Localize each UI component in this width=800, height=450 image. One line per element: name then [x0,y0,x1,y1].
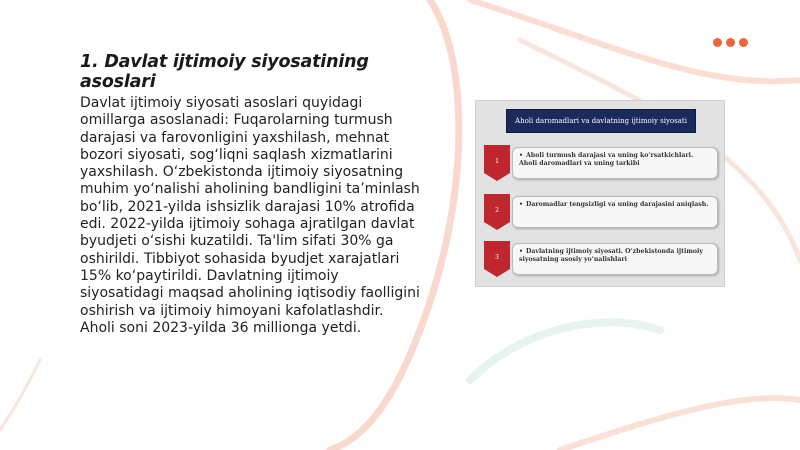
diagram-row [482,145,718,181]
diagram-row-number: 3 [495,254,499,261]
diagram-row-box: • Daromadlar tengsizligi va uning darajasini aniqlash. [512,196,718,228]
slide-title: 1. Davlat ijtimoiy siyosatining asoslari [80,52,369,92]
slide-body-text: Davlat ijtimoiy siyosati asoslari quyidagi omillarga asoslanadi: Fuqarolarning turmush darajasi va farovonligini yaxshilash, mehnat bozori siyosati, sog‘liqni saqlash xizmatlarini yaxshilash. O‘zbekistonda ijtimoiy siyosatning muhim yo‘nalishi aholining bandligini ta’minlash bo‘lib, 2021-yilda ishsizlik darajasi 10% atrofida edi. 2022-yilda ijtimoiy sohaga ajratilgan davlat byudjeti o‘sishi kuzatildi. Ta'lim sifati 30% ga oshirildi. Tibbiyot sohasida byudjet xarajatlari 15% ko‘paytirildi. Davlatning ijtimoiy siyosatidagi maqsad aholining iqtisodiy faolligini oshirish va ijtimoiy himoyani kafolatlashdir. Aholi soni 2023-yilda 36 millionga yetdi. [80,95,420,336]
diagram-row-text: Daromadlar tengsizligi va uning darajasini aniqlash. [525,201,709,208]
decorative-dots [713,38,748,47]
diagram-row-number: 2 [495,207,499,214]
diagram-row-box: • Aholi turmush darajasi va uning ko‘rsatkichlari. Aholi daromadlari va uning tarkibi [512,147,718,179]
diagram-row-text: Aholi turmush darajasi va uning ko‘rsatkichlari. Aholi daromadlari va uning tarkibi [519,152,694,167]
dot-icon [726,38,735,47]
dot-icon [739,38,748,47]
diagram-image [475,100,725,287]
diagram-header: Aholi daromadlari va davlatning ijtimoiy siyosati [506,109,696,133]
diagram-row [482,194,718,230]
dot-icon [713,38,722,47]
diagram-row-text: Davlatning ijtimoiy siyosati. O‘zbekistonda ijtimoiy siyosatning asosiy yo‘nalishlari [519,248,703,263]
diagram-row [482,241,718,277]
diagram-row-number: 1 [495,158,499,165]
diagram-row-box: • Davlatning ijtimoiy siyosati. O‘zbekistonda ijtimoiy siyosatning asosiy yo‘nalishlari [512,243,718,275]
